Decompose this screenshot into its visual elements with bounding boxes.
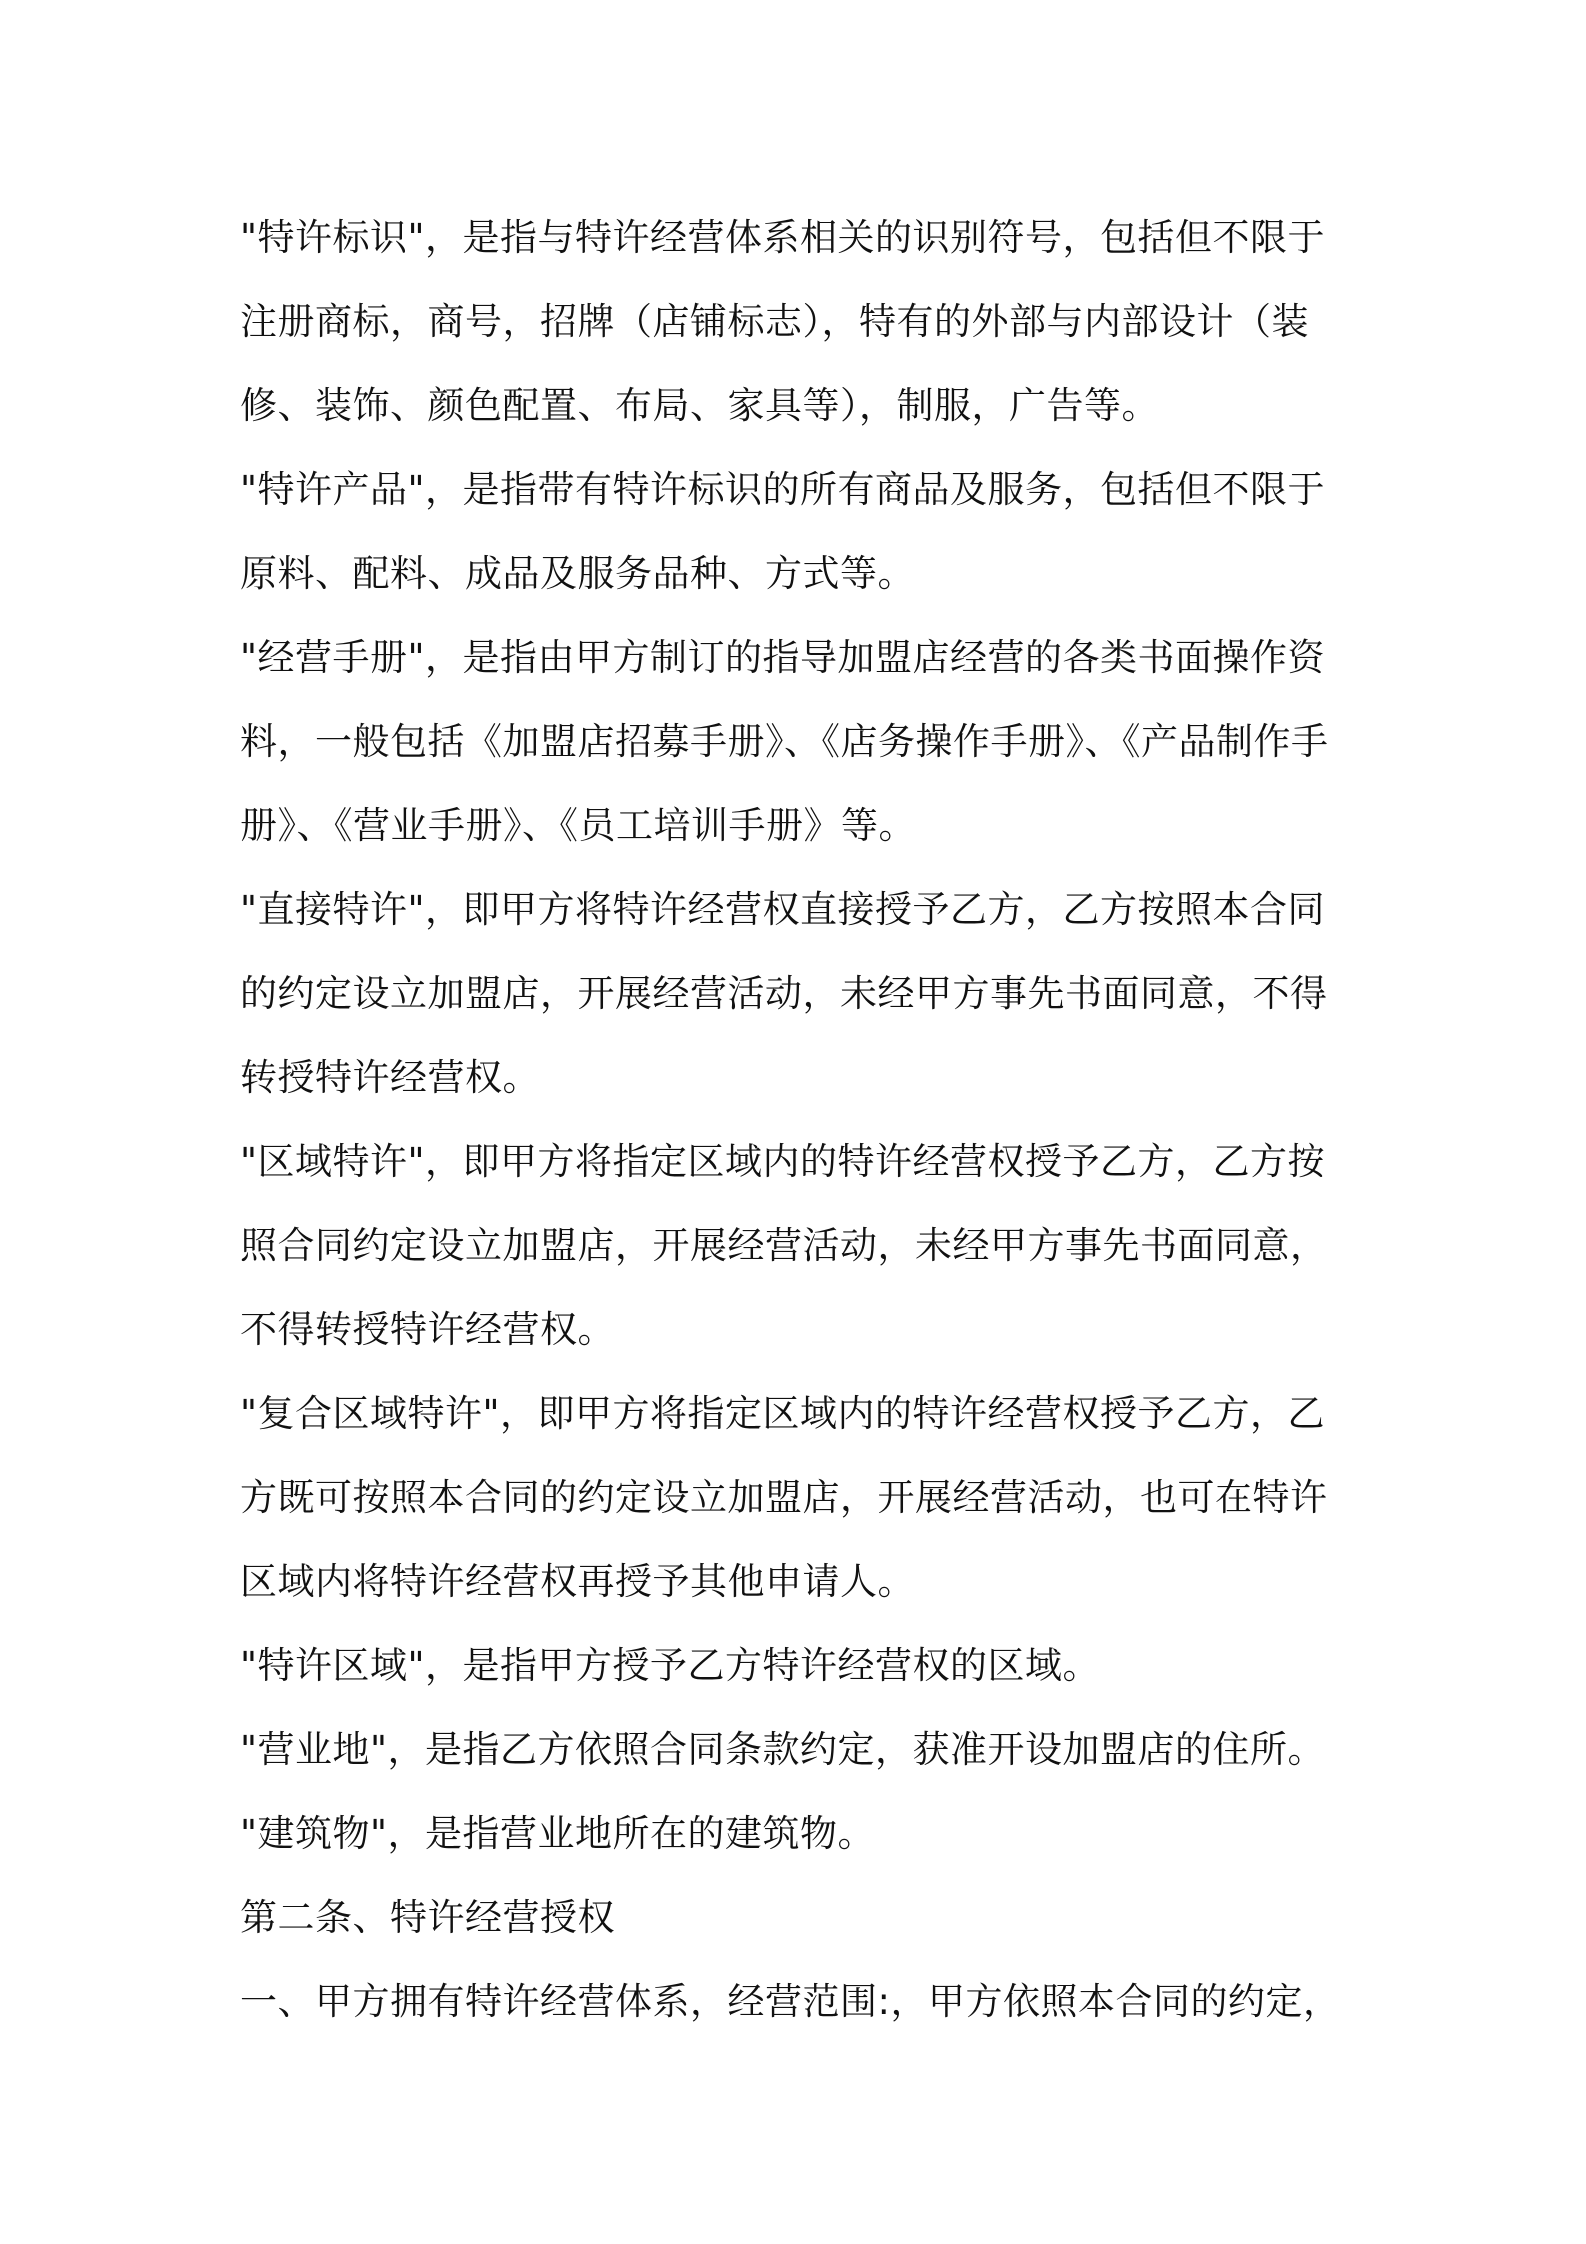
article-clause-one: 一、甲方拥有特许经营体系，经营范围:，甲方依照本合同的约定， <box>240 1980 1341 2023</box>
definition-franchise-region: "特许区域"，是指甲方授予乙方特许经营权的区域。 <box>240 1644 1101 1687</box>
definition-business-premises: "营业地"，是指乙方依照合同条款约定，获准开设加盟店的住所。 <box>240 1728 1326 1771</box>
definition-franchise-mark: "特许标识"，是指与特许经营体系相关的识别符号，包括但不限于注册商标，商号，招牌（店铺标志），特有的外部与内部设计（装修、装饰、颜色配置、布局、家具等），制服，广告等。 <box>240 216 1326 427</box>
definition-regional-franchise: "区域特许"，即甲方将指定区域内的特许经营权授予乙方，乙方按照合同约定设立加盟店，开展经营活动，未经甲方事先书面同意，不得转授特许经营权。 <box>240 1140 1328 1351</box>
article-heading: 第二条、特许经营授权 <box>240 1896 615 1939</box>
definition-building: "建筑物"，是指营业地所在的建筑物。 <box>240 1812 876 1855</box>
document-body <box>240 196 1360 2044</box>
definition-franchise-product: "特许产品"，是指带有特许标识的所有商品及服务，包括但不限于原料、配料、成品及服务品种、方式等。 <box>240 468 1326 595</box>
definition-composite-regional-franchise: "复合区域特许"，即甲方将指定区域内的特许经营权授予乙方，乙方既可按照本合同的约定设立加盟店，开展经营活动，也可在特许区域内将特许经营权再授予其他申请人。 <box>240 1392 1328 1603</box>
definition-direct-franchise: "直接特许"，即甲方将特许经营权直接授予乙方，乙方按照本合同的约定设立加盟店，开展经营活动，未经甲方事先书面同意，不得转授特许经营权。 <box>240 888 1328 1099</box>
definition-operations-manual: "经营手册"，是指由甲方制订的指导加盟店经营的各类书面操作资料，一般包括《加盟店招募手册》、《店务操作手册》、《产品制作手册》、《营业手册》、《员工培训手册》等。 <box>240 636 1329 847</box>
